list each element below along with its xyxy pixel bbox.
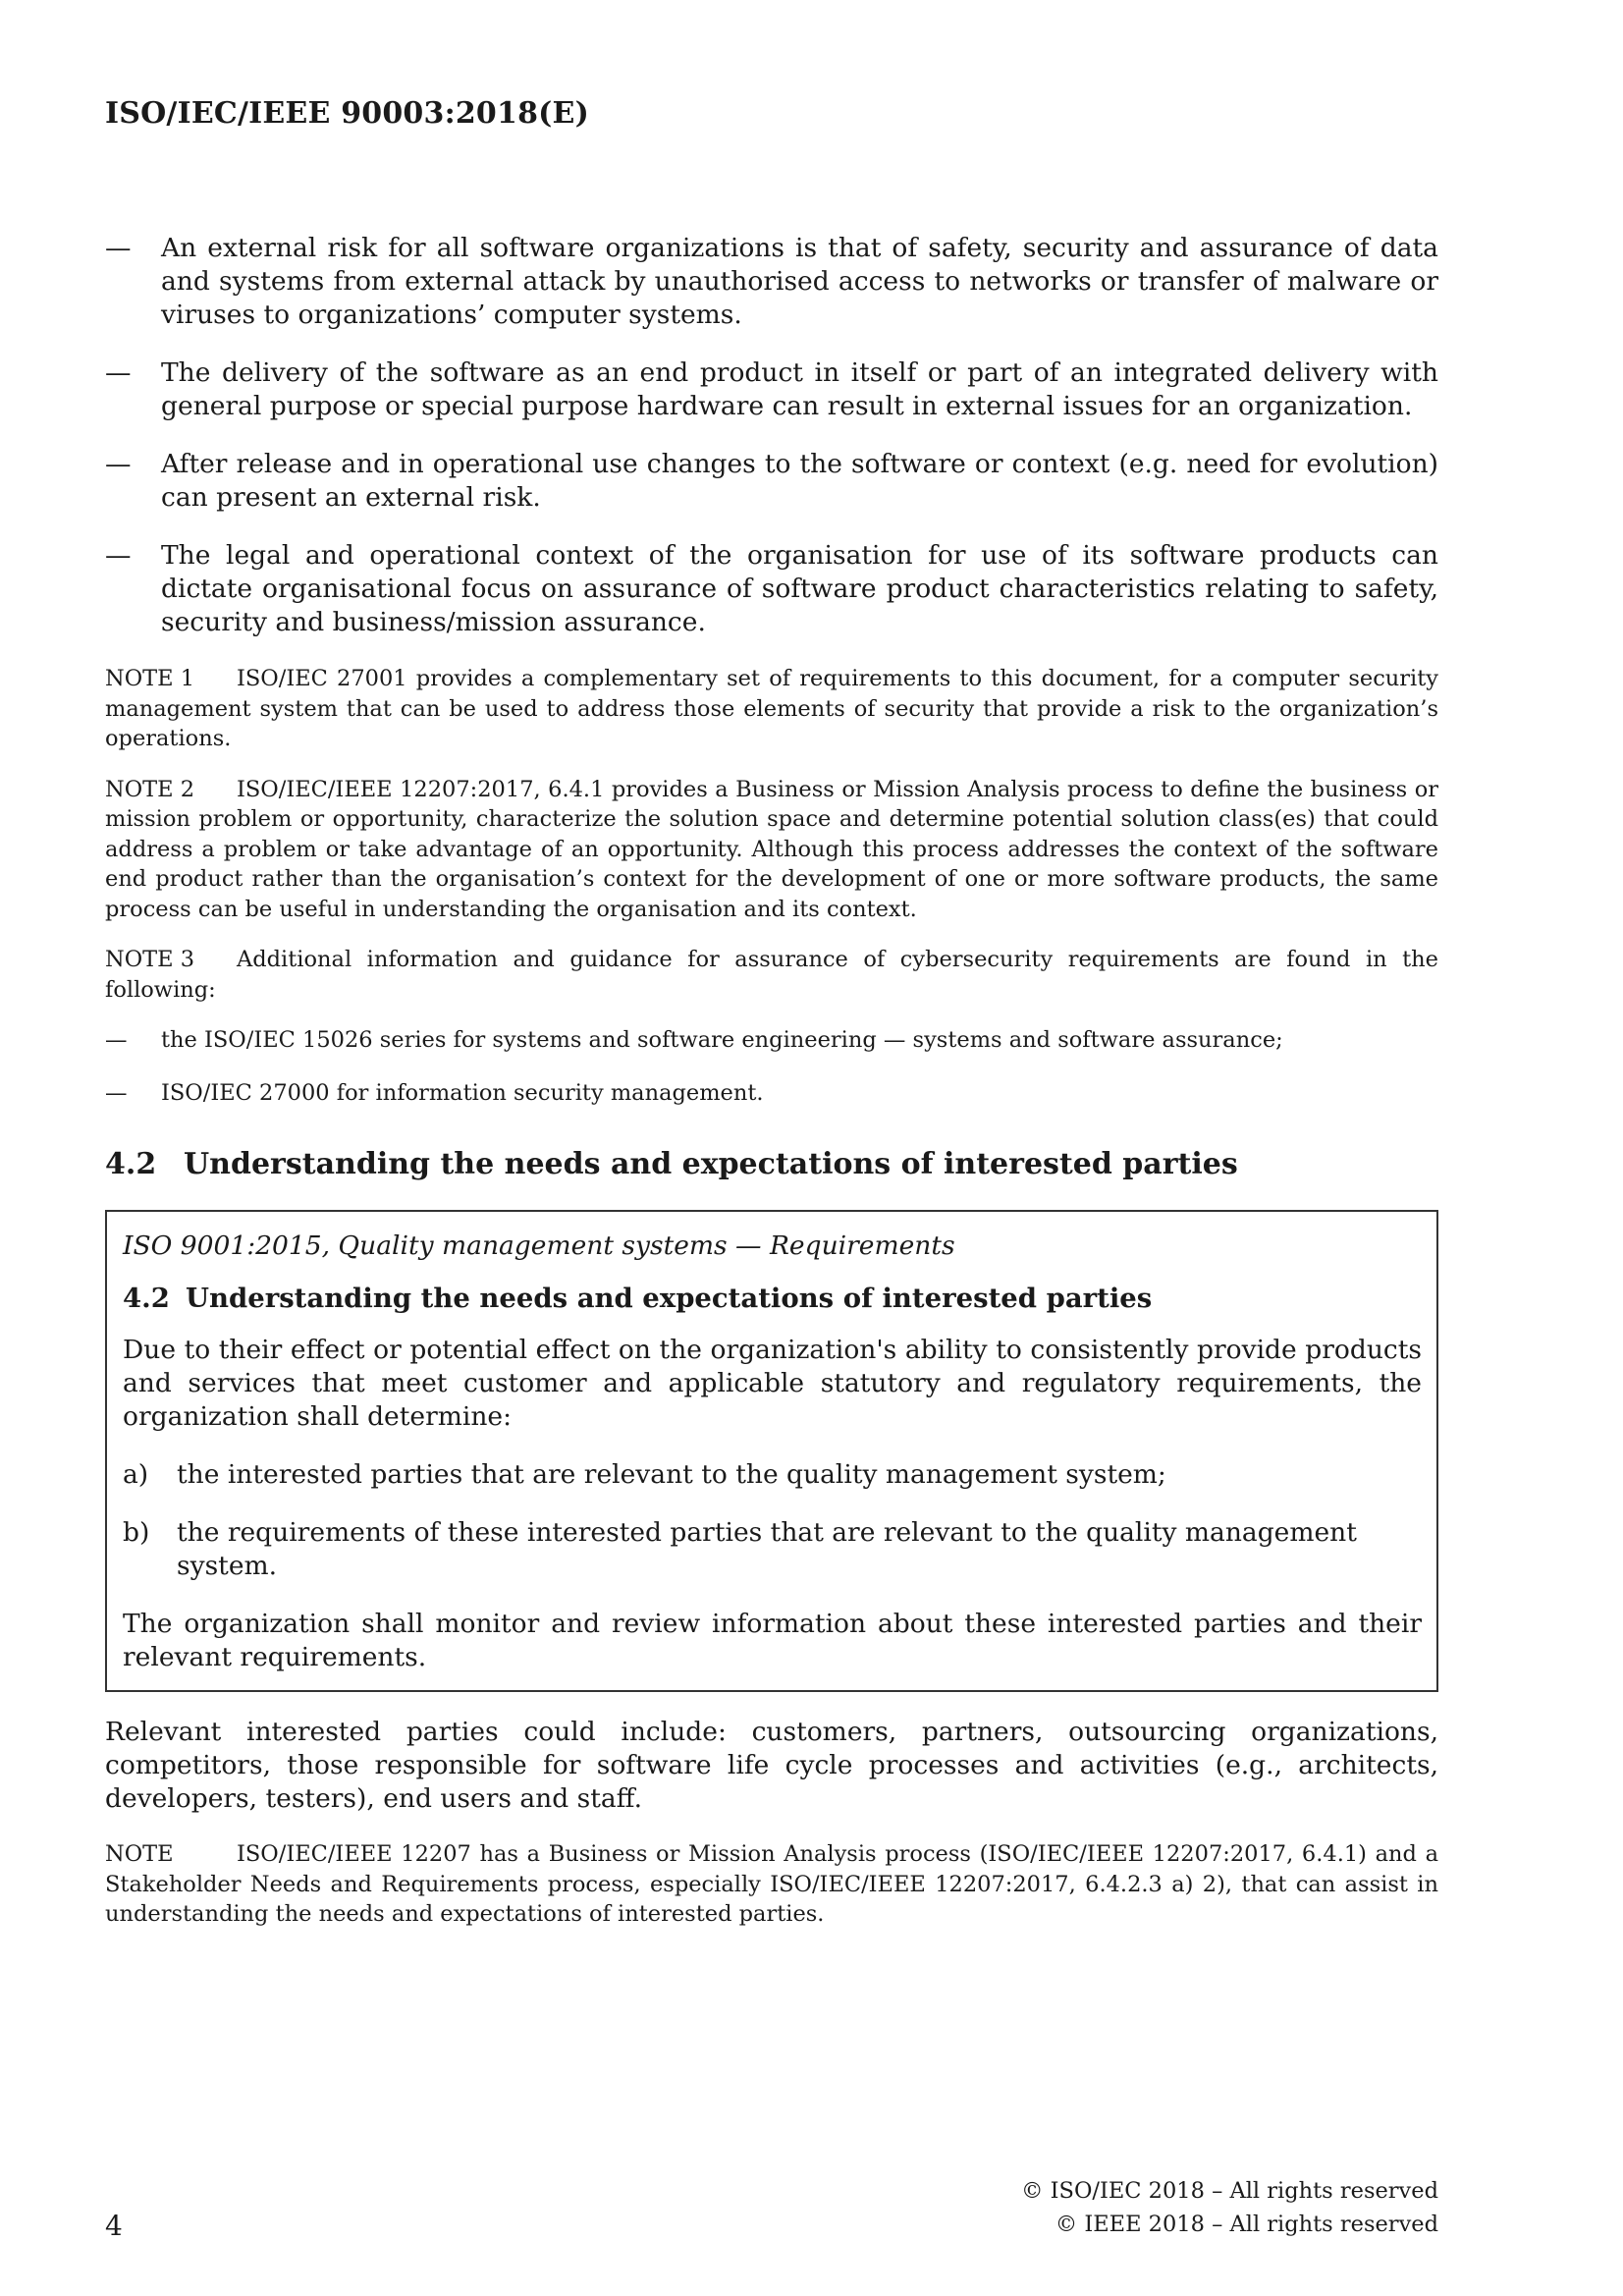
section-title: Understanding the needs and expectations of interested parties	[184, 1147, 1238, 1181]
page-number: 4	[105, 2210, 123, 2242]
note-text: ISO/IEC/IEEE 12207:2017, 6.4.1 provides a Business or Mission Analysis process to define the business or mission problem or opportunity, characterize the solution space and determine potential solution class(es) that could address a problem or take advantage of an opportunity. Although this process addresses the context of the software end product rather than the organisation’s context for the development of one or more software products, the same process can be useful in understanding the organisation and its context.	[105, 776, 1438, 922]
risk-list-item	[105, 539, 1438, 639]
section-number: 4.2	[105, 1147, 157, 1181]
quote-list-item	[123, 1458, 1422, 1492]
risk-list-item	[105, 356, 1438, 423]
note-label: NOTE 2	[105, 776, 195, 802]
list-dash: —	[105, 1080, 128, 1106]
note-list-item	[105, 1078, 1438, 1108]
risk-text: The delivery of the software as an end product in itself or part of an integrated delivery with general purpose or special purpose hardware can result in external issues for an organization.	[161, 357, 1438, 421]
note-text: ISO/IEC/IEEE 12207 has a Business or Mission Analysis process (ISO/IEC/IEEE 12207:2017, 6.4.1) and a Stakeholder Needs and Requirements process, especially ISO/IEC/IEEE 12207:2017, 6.4.2.3 a) 2), that can assist in understanding the needs and expectations of interested parties.	[105, 1841, 1438, 1927]
note-text: ISO/IEC 27001 provides a complementary set of requirements to this document, for a computer security management system that can be used to address those elements of security that provide a risk to the organization’s operations.	[105, 666, 1438, 751]
document-header: ISO/IEC/IEEE 90003:2018(E)	[105, 96, 589, 131]
risk-list-item	[105, 448, 1438, 515]
note-label: NOTE 1	[105, 666, 195, 691]
quote-heading-title: Understanding the needs and expectations of interested parties	[186, 1283, 1153, 1314]
note-text: Additional information and guidance for assurance of cybersecurity requirements are found in the following:	[105, 947, 1438, 1003]
note-3	[105, 945, 1438, 1005]
note-list-text: the ISO/IEC 15026 series for systems and software engineering — systems and software assurance;	[161, 1027, 1283, 1053]
note-2	[105, 775, 1438, 925]
note-list-text: ISO/IEC 27000 for information security management.	[161, 1080, 764, 1106]
note-list-item	[105, 1025, 1438, 1055]
final-note	[105, 1839, 1438, 1930]
section-heading	[105, 1145, 1438, 1184]
risk-text: An external risk for all software organizations is that of safety, security and assurance of data and systems from external attack by unauthorised access to networks or transfer of malware or viruses to organizations’ computer systems.	[161, 233, 1438, 330]
copyright-iso: © ISO/IEC 2018 – All rights reserved	[1021, 2178, 1438, 2204]
note-label: NOTE 3	[105, 947, 195, 972]
quote-list-text: the interested parties that are relevant to the quality management system;	[177, 1459, 1166, 1490]
list-dash: —	[105, 357, 132, 388]
quote-closing: The organization shall monitor and review information about these interested parties and their relevant requirements.	[123, 1609, 1422, 1672]
quote-heading-number: 4.2	[123, 1283, 170, 1314]
iso9001-quote-box	[105, 1210, 1438, 1692]
list-dash: —	[105, 1027, 128, 1053]
note-label: NOTE	[105, 1841, 174, 1867]
note-1	[105, 664, 1438, 754]
quote-list-text: the requirements of these interested parties that are relevant to the quality management system.	[177, 1517, 1357, 1581]
list-dash: —	[105, 233, 132, 263]
quote-list-item	[123, 1516, 1422, 1583]
list-dash: —	[105, 449, 132, 479]
risk-list-item	[105, 232, 1438, 332]
copyright-block	[1021, 2174, 1438, 2241]
list-marker: a)	[123, 1459, 149, 1490]
quote-source: ISO 9001:2015, Quality management systems — Requirements	[123, 1230, 955, 1261]
copyright-ieee: © IEEE 2018 – All rights reserved	[1055, 2212, 1438, 2237]
list-marker: b)	[123, 1517, 150, 1548]
risk-text: The legal and operational context of the organisation for use of its software products can dictate organisational focus on assurance of software product characteristics relating to safety, security and business/mission assurance.	[161, 540, 1438, 637]
risk-text: After release and in operational use changes to the software or context (e.g. need for evolution) can present an external risk.	[161, 449, 1438, 513]
quote-heading	[123, 1281, 1422, 1316]
list-dash: —	[105, 540, 132, 571]
quote-intro: Due to their effect or potential effect on the organization's ability to consistently provide products and services that meet customer and applicable statutory and regulatory requirements, the organization shall determine:	[123, 1335, 1422, 1432]
page-content	[105, 232, 1438, 1950]
interested-parties-paragraph: Relevant interested parties could include: customers, partners, outsourcing organizations, competitors, those responsible for software life cycle processes and activities (e.g., architects, developers, testers), end users and staff.	[105, 1717, 1438, 1814]
